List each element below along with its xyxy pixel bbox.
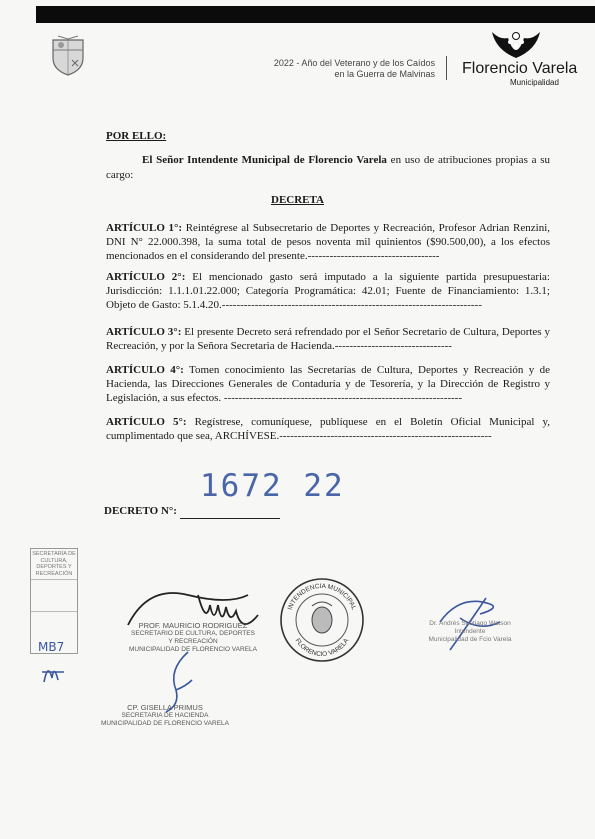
article-4-text: Tomen conocimiento las Secretarías de Cultura, Deportes y Recreación y de Hacienda, las Direcciones Generales de Contaduría y de Tesorería, y la Dirección de Registro y Legislación, a sus efectos. ----------------------------------------------------------------- bbox=[106, 364, 550, 404]
sig-bottom-name: CP. GISELLA PRIMUS bbox=[127, 703, 203, 712]
decreto-label: DECRETO N°: bbox=[104, 505, 177, 517]
article-1-text: Reintégrese al Subsecretario de Deportes y Recreación, Profesor Adrian Renzini, DNI N° 22.000.398, la suma total de pesos noventa mil quinientos ($90.500,00), a los efectos mencionados en el considerando del presente.------------------------------------ bbox=[106, 222, 550, 262]
header-divider bbox=[446, 56, 447, 80]
handwritten-mark-icon bbox=[40, 658, 66, 686]
sig-left-title: SECRETARIO DE CULTURA, DEPORTES bbox=[131, 630, 255, 637]
intro-paragraph bbox=[106, 153, 550, 183]
article-5-label: ARTÍCULO 5°: bbox=[106, 416, 187, 428]
year-motto bbox=[274, 58, 435, 80]
sig-right-org: Municipalidad de Fcio Varela bbox=[428, 636, 512, 643]
stamp-box-title: SECRETARÍA DE CULTURA, DEPORTES Y RECREACIÓN bbox=[32, 551, 76, 577]
article-4-label: ARTÍCULO 4°: bbox=[106, 364, 184, 376]
handwritten-initials: MB7 bbox=[38, 640, 65, 654]
decreto-underline bbox=[180, 518, 280, 519]
decreta-heading bbox=[0, 194, 595, 206]
article-1 bbox=[106, 221, 550, 263]
sig-right-name: Dr. Andrés Santiago Watson bbox=[429, 620, 511, 627]
sig-bottom-title: SECRETARIA DE HACIENDA bbox=[121, 712, 209, 719]
article-4 bbox=[106, 363, 550, 405]
seal-top-text: INTENDENCIA MUNICIPAL bbox=[286, 582, 358, 611]
intro-bold: El Señor Intendente Municipal de Florencio Varela bbox=[142, 154, 387, 166]
decreta-text: DECRETA bbox=[271, 194, 324, 206]
intro-rest: en uso de atribuciones propias a su cargo: bbox=[106, 154, 550, 181]
sig-left-org: MUNICIPALIDAD DE FLORENCIO VARELA bbox=[129, 646, 257, 653]
signature-bottom-block bbox=[100, 704, 230, 728]
stamp-box-divider bbox=[31, 579, 77, 580]
article-1-label: ARTÍCULO 1°: bbox=[106, 222, 183, 234]
article-2-label: ARTÍCULO 2°: bbox=[106, 271, 186, 283]
stamp-box-divider bbox=[31, 611, 77, 612]
year-motto-line2: en la Guerra de Malvinas bbox=[334, 69, 435, 79]
stamp-box bbox=[30, 548, 78, 654]
scan-top-bar bbox=[36, 6, 595, 23]
por-ello-heading: POR ELLO: bbox=[106, 130, 167, 142]
article-5-text: Regístrese, comuníquese, publíquese en el Boletín Oficial Municipal y, cumplimentado que sea, ARCHÍVESE.---------------------------------------------------------- bbox=[106, 416, 550, 442]
seal-bottom-text: FLORENCIO VARELA bbox=[293, 637, 351, 659]
seal-intendencia-icon bbox=[278, 576, 366, 664]
sig-bottom-org: MUNICIPALIDAD DE FLORENCIO VARELA bbox=[101, 720, 229, 727]
article-2-text: El mencionado gasto será imputado a la siguiente partida presupuestaria: Jurisdicción: 1.1.1.01.22.000; Categoría Programática: 42.01; Fuente de Financiamiento: 1.3.1; Objeto de Gasto: 5.1.4.20.----------------------------------------------------------------------- bbox=[106, 271, 550, 311]
article-3 bbox=[106, 325, 550, 353]
sig-right-title: Intendente bbox=[454, 628, 486, 635]
logo-sub: Municipalidad bbox=[510, 78, 559, 87]
crest-icon bbox=[50, 34, 86, 76]
article-3-text: El presente Decreto será refrendado por el Señor Secretario de Cultura, Deportes y Recreación, y por la Señora Secretaria de Hacienda.-------------------------------- bbox=[106, 326, 550, 352]
signature-right-block bbox=[405, 620, 535, 644]
decree-number-stamp: 1672 22 bbox=[200, 468, 345, 504]
sig-left-title2: Y RECREACIÓN bbox=[168, 638, 218, 645]
year-motto-line1: 2022 - Año del Veterano y de los Caídos bbox=[273, 58, 435, 68]
logo-name: Florencio Varela bbox=[462, 60, 578, 77]
sig-left-name: PROF. MAURICIO RODRIGUEZ bbox=[138, 621, 248, 630]
florencio-varela-logo-icon bbox=[488, 28, 544, 60]
article-2 bbox=[106, 270, 550, 312]
article-5 bbox=[106, 415, 550, 443]
article-3-label: ARTÍCULO 3°: bbox=[106, 326, 182, 338]
